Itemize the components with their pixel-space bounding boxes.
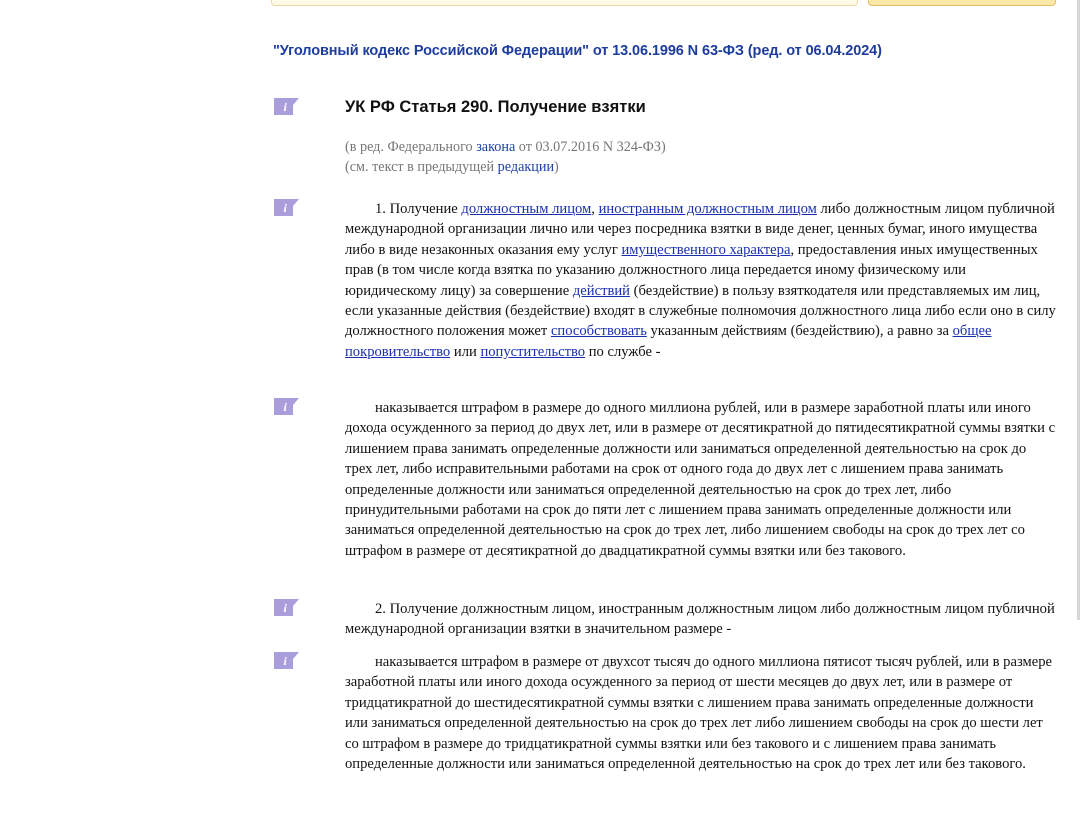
article-title: УК РФ Статья 290. Получение взятки: [345, 98, 646, 116]
info-icon[interactable]: [274, 599, 299, 616]
svg-text:i: i: [283, 654, 287, 668]
term-link[interactable]: попустительство: [480, 343, 586, 360]
term-link[interactable]: способствовать: [550, 323, 647, 340]
search-button[interactable]: [868, 0, 1056, 6]
edition-note: [345, 138, 666, 177]
info-icon[interactable]: [274, 98, 299, 115]
term-link[interactable]: общее покровительство: [345, 323, 992, 360]
term-link[interactable]: действий: [572, 282, 630, 299]
svg-text:i: i: [283, 100, 287, 114]
info-icon[interactable]: [274, 199, 299, 216]
term-link[interactable]: иностранным должностным лицом: [598, 201, 817, 217]
article-paragraph-4: наказывается штрафом в размере от двухсот тысяч до одного миллиона пятисот тысяч рублей, или в размере заработной платы или иного дохода осужденного за период от шести месяцев до двух лет, или в размере от тридцатикратной до шестидесятикратной суммы взятки с лишением права занимать определенные должности или заниматься определенной деятельностью на срок до трех лет либо лишением свободы на срок до шести лет со штрафом в размере до тридцатикратной суммы взятки или без такового и с лишением права занимать определенные должности или заниматься определенной деятельностью на срок до трех лет или без такового.: [345, 654, 1052, 773]
term-link[interactable]: должностным лицом: [461, 201, 592, 217]
info-icon[interactable]: [274, 652, 299, 669]
article-paragraph-3: 2. Получение должностным лицом, иностранным должностным лицом либо должностным лицом публичной международной организации взятки в значительном размере -: [345, 601, 1055, 638]
previous-edition-link[interactable]: редакции: [497, 158, 555, 175]
document-title: "Уголовный кодекс Российской Федерации" от 13.06.1996 N 63-ФЗ (ред. от 06.04.2024): [273, 43, 882, 59]
edition-line: (в ред. Федерального закона от 03.07.2016 N 324-ФЗ): [345, 139, 666, 155]
info-icon[interactable]: [274, 398, 299, 415]
svg-text:i: i: [283, 201, 287, 215]
article-paragraph-1: 1. Получение должностным лицом, иностранным должностным лицом либо должностным лицом публичной международной организации лично или через посредника взятки в виде денег, ценных бумаг, иного имущества либо в виде незаконных оказания ему услуг имущественного характера, предоставления иных имущественных прав (в том числе когда взятка по указанию должностного лица передается иному физическому или юридическому лицу) за совершение действий (бездействие) в пользу взяткодателя или представляемых им лиц, если указанные действия (бездействие) входят в служебные полномочия должностного лица либо если оно в силу должностного положения может способствовать указанным действиям (бездействию), а равно за общее покровительство или попустительство по службе -: [345, 201, 1056, 360]
search-field[interactable]: [271, 0, 858, 6]
article-paragraph-2: наказывается штрафом в размере до одного миллиона рублей, или в размере заработной платы или иного дохода осужденного за период до двух лет, или в размере от десятикратной до пятидесятикратной суммы взятки с лишением права занимать определенные должности или заниматься определенной деятельностью на срок до трех лет, либо исправительными работами на срок от одного года до двух лет с лишением права занимать определенные должности или заниматься определенной деятельностью на срок до трех лет, либо принудительными работами на срок до пяти лет с лишением права занимать определенные должности или заниматься определенной деятельностью на срок до трех лет, либо лишением свободы на срок до трех лет со штрафом в размере от десятикратной до двадцатикратной суммы взятки или без такового.: [345, 400, 1056, 559]
previous-edition-line: (см. текст в предыдущей редакции): [345, 158, 559, 175]
law-link[interactable]: закона: [476, 139, 516, 155]
term-link[interactable]: имущественного характера: [621, 241, 791, 258]
svg-text:i: i: [283, 601, 287, 615]
svg-text:i: i: [283, 400, 287, 414]
